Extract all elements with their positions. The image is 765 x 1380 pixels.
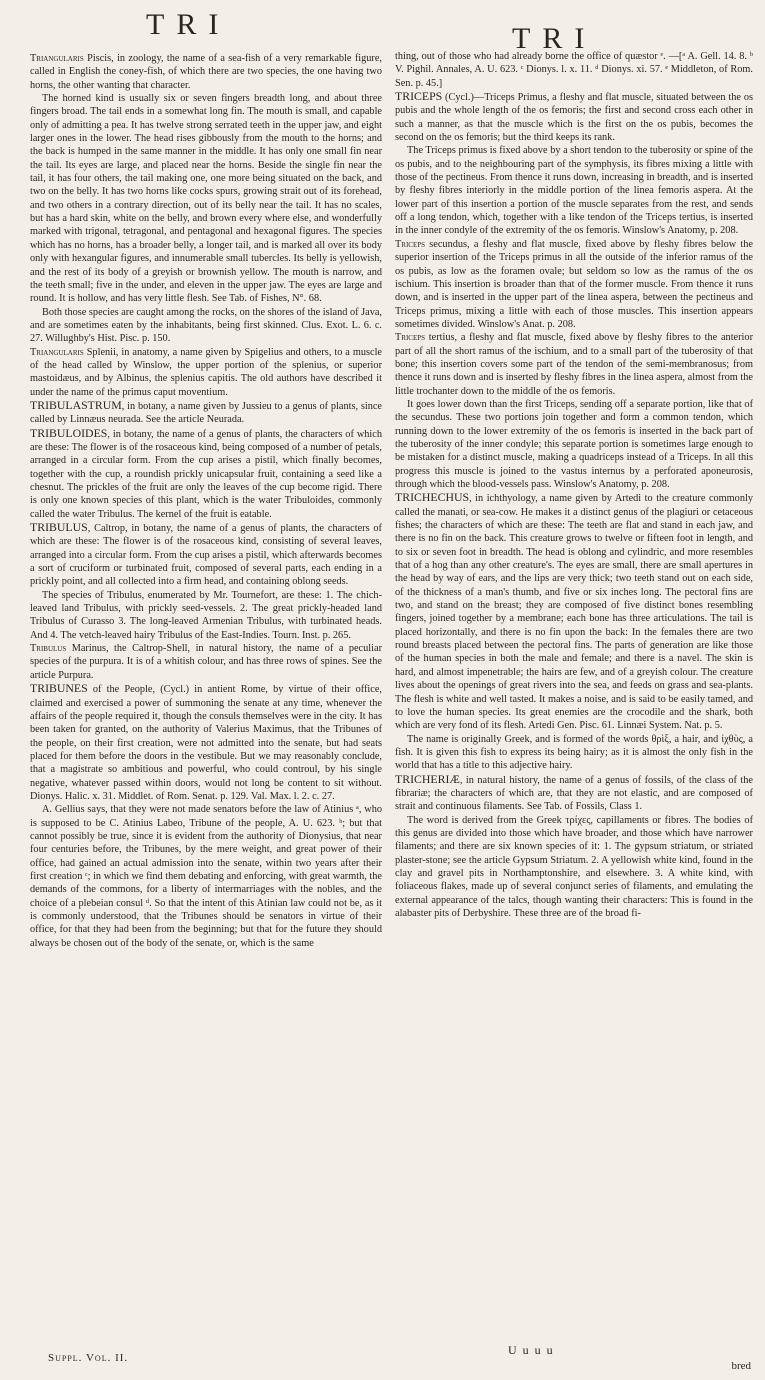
entry-text: secundus, a fleshy and flat muscle, fixed above by fleshy fibres below the superior insertion of the Triceps primus in all the outside of the inferior ramus of the os pubis, as low as the foramen ovale; but seldom so low as the ramus of the os ischium. This insertion is broader than that of the former muscle. From thence it runs down, and is inserted in the upper part of the linea aspera, between the pectineus and Triceps primus, mixing a little with each of those muscles. This insertion appears sometimes divided. Winslow's Anat. p. 208.: [395, 238, 753, 330]
entry-headword: Triceps: [395, 238, 426, 250]
entry-text: (Cycl.)—Triceps Primus, a fleshy and flat muscle, situated between the os pubis and the whole length of the os femoris; the first and second cross each other in such a manner, as that the muscle which is the first on the os pubis, becomes the second on the os femoris; but the third keeps its rank.: [395, 92, 753, 144]
dictionary-entry: [395, 90, 753, 144]
entry-text: , in ichthyology, a name given by Artedi to the creature commonly called the manati, or sea-cow. He makes it a distinct genus of the plagiuri or cetaceous fishes; the characters of which are these: The teeth are flat and stand in each jaw, and there is no fin on the back. This creature grows to twelve or fifteen foot in length, and to six or seven foot in breadth. The head is oblong and cylindric, and more resembles that of a hog than any other creature's. The eyes are small, there are small apertures in the head by way of ears, and the lips are very thick; two teeth stand out on each side, of the thickness of a man's thumb, and five or six inches long. The pectoral fins are two, and stand on the breast; they are composed of five distinct bones resembling fingers, joined together by a membrane; each bone has three articulations. The tail is placed horizontally, and there is no fin upon the back: In the females there are two round breasts placed between the pectoral fins. The parts of generation are like those of the human species in both the male and female; and there is a navel. The skin is hard, and almost impenetrable; the hairs are few, and of a greyish colour. The creature lives about the openings of great rivers into the sea, and feeds on grass and sea-plants. The flesh is white and well tasted. It makes a noise, and is said to be easily tamed, and to love the human species. Its great enemies are the crocodile and the shark, both which are very fond of its flesh. Artedi Gen. Pisc. 61. Linnæi System. Nat. p. 5.: [395, 493, 753, 732]
entry-headword: TRIBULUS: [30, 520, 88, 535]
dictionary-entry: [30, 399, 382, 427]
volume-footer: Suppl. Vol. II.: [48, 1352, 129, 1364]
catchword: bred: [731, 1360, 751, 1372]
entry-text: , in natural history, the name of a genus of fossils, of the class of the fibrariæ; the characters of which are, that they are not elastic, and are composed of strait and continuous filaments. See Tab. of Fossils, Class 1.: [395, 774, 753, 813]
dictionary-entry: [395, 491, 753, 732]
entry-paragraph: A. Gellius says, that they were not made senators before the law of Atinius ᵃ, who is supposed to be C. Atinius Labeo, Tribune of the people, A. U. 623. ᵇ; but that cannot possibly be true, since it is evident from the authority of Dionysius, that near four centuries before, the Tribunes, by the mere weight, and great power of their office, had gained an actual admission into the senate, within two years after their first creation ᶜ; in which we find them debating and enforcing, with great warmth, the demands of the commons, for a liberty of intermarriages with the nobles, and the choice of a plebeian consul ᵈ. So that the intent of this Atinian law could not be, as it is commonly understood, that the Tribunes should be senators in virtue of their office, for that they had been from the beginning; but that for the future they should always be chosen out of the body of the senate, or, which is the same: [30, 804, 382, 949]
entry-headword: TRIBULOIDES: [30, 425, 108, 440]
right-column: [395, 50, 753, 920]
dictionary-entry: [395, 331, 753, 398]
entry-text: , in botany, a name given by Jussieu to a genus of plants, since called by Linnæus neurada. See the article Neurada.: [30, 400, 382, 426]
dictionary-entry: [30, 682, 382, 803]
running-head-left: TRI: [146, 8, 231, 41]
entry-text: Splenii, in anatomy, a name given by Spigelius and others, to a muscle of the head called by Winslow, the upper portion of the splenius, or superior mastoidæus, and by Albinus, the splenius capitis. The old authors have described it under the name of the primus caput moventium.: [30, 346, 382, 398]
entry-headword: TRICHERIÆ: [395, 771, 460, 786]
entry-paragraph: The horned kind is usually six or seven fingers breadth long, and about three fingers broad. The tail ends in a somewhat long fin. The mouth is small, and capable only of admitting a pea. It has twelve strong serrated teeth in the upper jaw, and eight larger ones in the lower. The head rises gibbously from the mouth to the horns; and the back is humped in the same manner in the middle. It has only one small fin near the tail. Its eyes are large, and placed near the horns. Beside the single fin near the tail, it has four others, the tail making one, one more being situated on the back, and two on the belly. It has two horns like cocks spurs, growing strait out of its forehead, and two others in a contrary direction, out of its belly near the tail. It has no scales, but has a hard skin, white on the belly, and brown every where else, and wonderfully marked with trigonal, tetragonal, and pentagonal and hexagonal figures. The species which has no horns, has a broader belly, a longer tail, and is marked all over its body only with hexangular figures, and innumerable small tubercles. Its belly is yellowish, and the rest of its body of a greyish or brownish yellow. The mouth is narrow, and the teeth small; five in the under, and eleven in the upper jaw. The eyes are large and round. It is hollow, and has very little flesh. See Tab. of Fishes, N°. 68.: [30, 93, 382, 305]
entry-text: of the People, (Cycl.) in antient Rome, by virtue of their office, claimed and exercised a power of summoning the senate at any time, whenever the affairs of the people required it, though the consuls themselves were in the city. It has been taken for granted, on the authority of Valerius Maximus, that the Tribunes of the people, on their first creation, were not admitted into the senate, but had seats placed for them before the doors in the vestibule. But we may reasonably conclude, that a magistrate so ambitious and powerful, who could controul, by his single negative, whatever passed within doors, would not long be content to sit without. Dionys. Halic. x. 31. Middlet. of Rom. Senat. p. 129. Val. Max. l. 2. c. 27.: [30, 684, 382, 802]
entry-text: , in botany, the name of a genus of plants, the characters of which are these: The flower is of the rosaceous kind, being composed of a number of petals, arranged in a circular form. From the cup arises a pistil, which finally becomes, together with the cup, a roundish prickly unicapsular fruit, containing a seed like a chesnut. The prickles of the fruit are only the leaves of the cup become rigid. There is only one known species of this plant, which is the water Tribuloides, commonly called the water Tribulus. The kernel of the fruit is eatable.: [30, 428, 382, 520]
dictionary-entry: [30, 642, 382, 682]
signature-mark: Uuuu: [508, 1343, 559, 1357]
entry-headword: Triceps: [395, 332, 426, 344]
dictionary-entry: [395, 773, 753, 814]
entry-paragraph: The species of Tribulus, enumerated by Mr. Tournefort, are these: 1. The chich-leaved land Tribulus, with prickly seed-vessels. 2. The great prickly-headed land Tribulus of Curasso 3. The long-leaved Armenian Tribulus, with turbinated heads. And 4. The vetch-leaved hairy Tribulus of the East-Indies. Tourn. Inst. p. 265.: [30, 589, 382, 641]
entry-paragraph: It goes lower down than the first Triceps, sending off a separate portion, like that of the secundus. These two portions join together and form a common tendon, which running down to the lower extremity of the os femoris is inserted in the back part of the tuberosity of the inner condyle; this separate portion is sometimes large enough to be mistaken for a distinct muscle, making a quadriceps instead of a Triceps. In all this progress this muscle is joined to the vastus internus by a perforated aponeurosis, through which the blood-vessels pass. Winslow's Anatomy, p. 208.: [395, 398, 753, 490]
dictionary-entry: [395, 238, 753, 331]
entry-headword: Triangularis: [30, 53, 84, 64]
entry-headword: TRICEPS: [395, 89, 443, 104]
entry-paragraph: The word is derived from the Greek τρίχες, capillaments or fibres. The bodies of this genus are divided into those which have broader, and those which have narrower filaments; and there are six known species of it: 1. The gypsum striatum, or striated plaster-stone; see the article Gypsum Striatum. 2. A yellowish white kind, found in the clay and gravel pits in Northamptonshire, and elsewhere. 3. A white kind, with foliaceous flakes, made up of several conjunct series of filaments, and emulating the external appearance of the talcs, though wanting their characters: This is found in the alabaster pits of Derbyshire. These three are of the broad fi-: [395, 814, 753, 919]
entry-text: Piscis, in zoology, the name of a sea-fish of a very remarkable figure, called in English the coney-fish, of which there are two species, the one having two horns, the other wanting that character.: [30, 53, 382, 91]
entry-headword: TRIBUNES: [30, 681, 88, 696]
dictionary-entry: [30, 427, 382, 521]
entry-text: Marinus, the Caltrop-Shell, in natural history, the name of a peculiar species of the purpura. It is of a whitish colour, and has three rows of spines. See the article Purpura.: [30, 643, 382, 681]
running-head-right: TRI: [512, 22, 597, 55]
left-column: [30, 52, 382, 950]
continued-text: thing, out of those who had already borne the office of quæstor ᵉ. —[ᵃ A. Gell. 14. 8. ᵇ V. Pighil. Annales, A. U. 623. ᶜ Dionys. l. x. 11. ᵈ Dionys. xi. 57. ᵉ Middleton, of Rom. Sen. p. 45.]: [395, 51, 753, 89]
entry-headword: Triangularis: [30, 346, 84, 358]
entry-text: , Caltrop, in botany, the name of a genus of plants, the characters of which are these: The flower is of the rosaceous kind, consisting of several leaves, arranged into a circular form. From the cup arises a pistil, which afterwards becomes a sort of cruciform or turbinated fruit, composed of several parts, each ending in a prickly point, and all collected into a firm head, and containing oblong seeds.: [30, 523, 382, 588]
dictionary-entry: [30, 521, 382, 589]
dictionary-entry: [30, 52, 382, 92]
entry-paragraph: The Triceps primus is fixed above by a short tendon to the tuberosity or spine of the os pubis, and to the neighbouring part of the symphysis, its fibres mixing a little with those of the pectineus. From thence it runs down, increasing in breadth, and is inserted by fleshy fibres interiorly in the middle portion of the linea femoris aspera. At the lower part of this insertion a portion of the muscle separates from the rest, and sends off a long tendon, which, together with a like tendon of the Triceps tertius, is inserted in the inner condyle of the extremity of the os femoris. Winslow's Anatomy, p. 208.: [395, 145, 753, 237]
entry-headword: Tribulus: [30, 643, 67, 655]
dictionary-entry: [30, 346, 382, 399]
entry-headword: TRICHECHUS: [395, 490, 470, 505]
entry-paragraph: Both those species are caught among the rocks, on the shores of the island of Java, and are sometimes eaten by the inhabitants, being first skinned. Clus. Exot. L. 6. c. 27. Willughby's Hist. Pisc. p. 150.: [30, 306, 382, 345]
entry-headword: TRIBULASTRUM: [30, 397, 122, 412]
entry-text: tertius, a fleshy and flat muscle, fixed above by fleshy fibres to the anterior part of all the short ramus of the ischium, and to a small part of the tuberosity of that bone; this insertion covers some part of the tendon of the semi-membranosus; from thence it runs down and is inserted by fleshy fibres in the linea aspera, almost from the little trochanter down to the middle of the os femoris.: [395, 332, 753, 397]
entry-paragraph: The name is originally Greek, and is formed of the words θρὶξ, a hair, and ἰχθὺς, a fish. It is given this fish to express its being hairy; as it is almost the only fish in the world that has a title to this adjective hairy.: [395, 733, 753, 772]
